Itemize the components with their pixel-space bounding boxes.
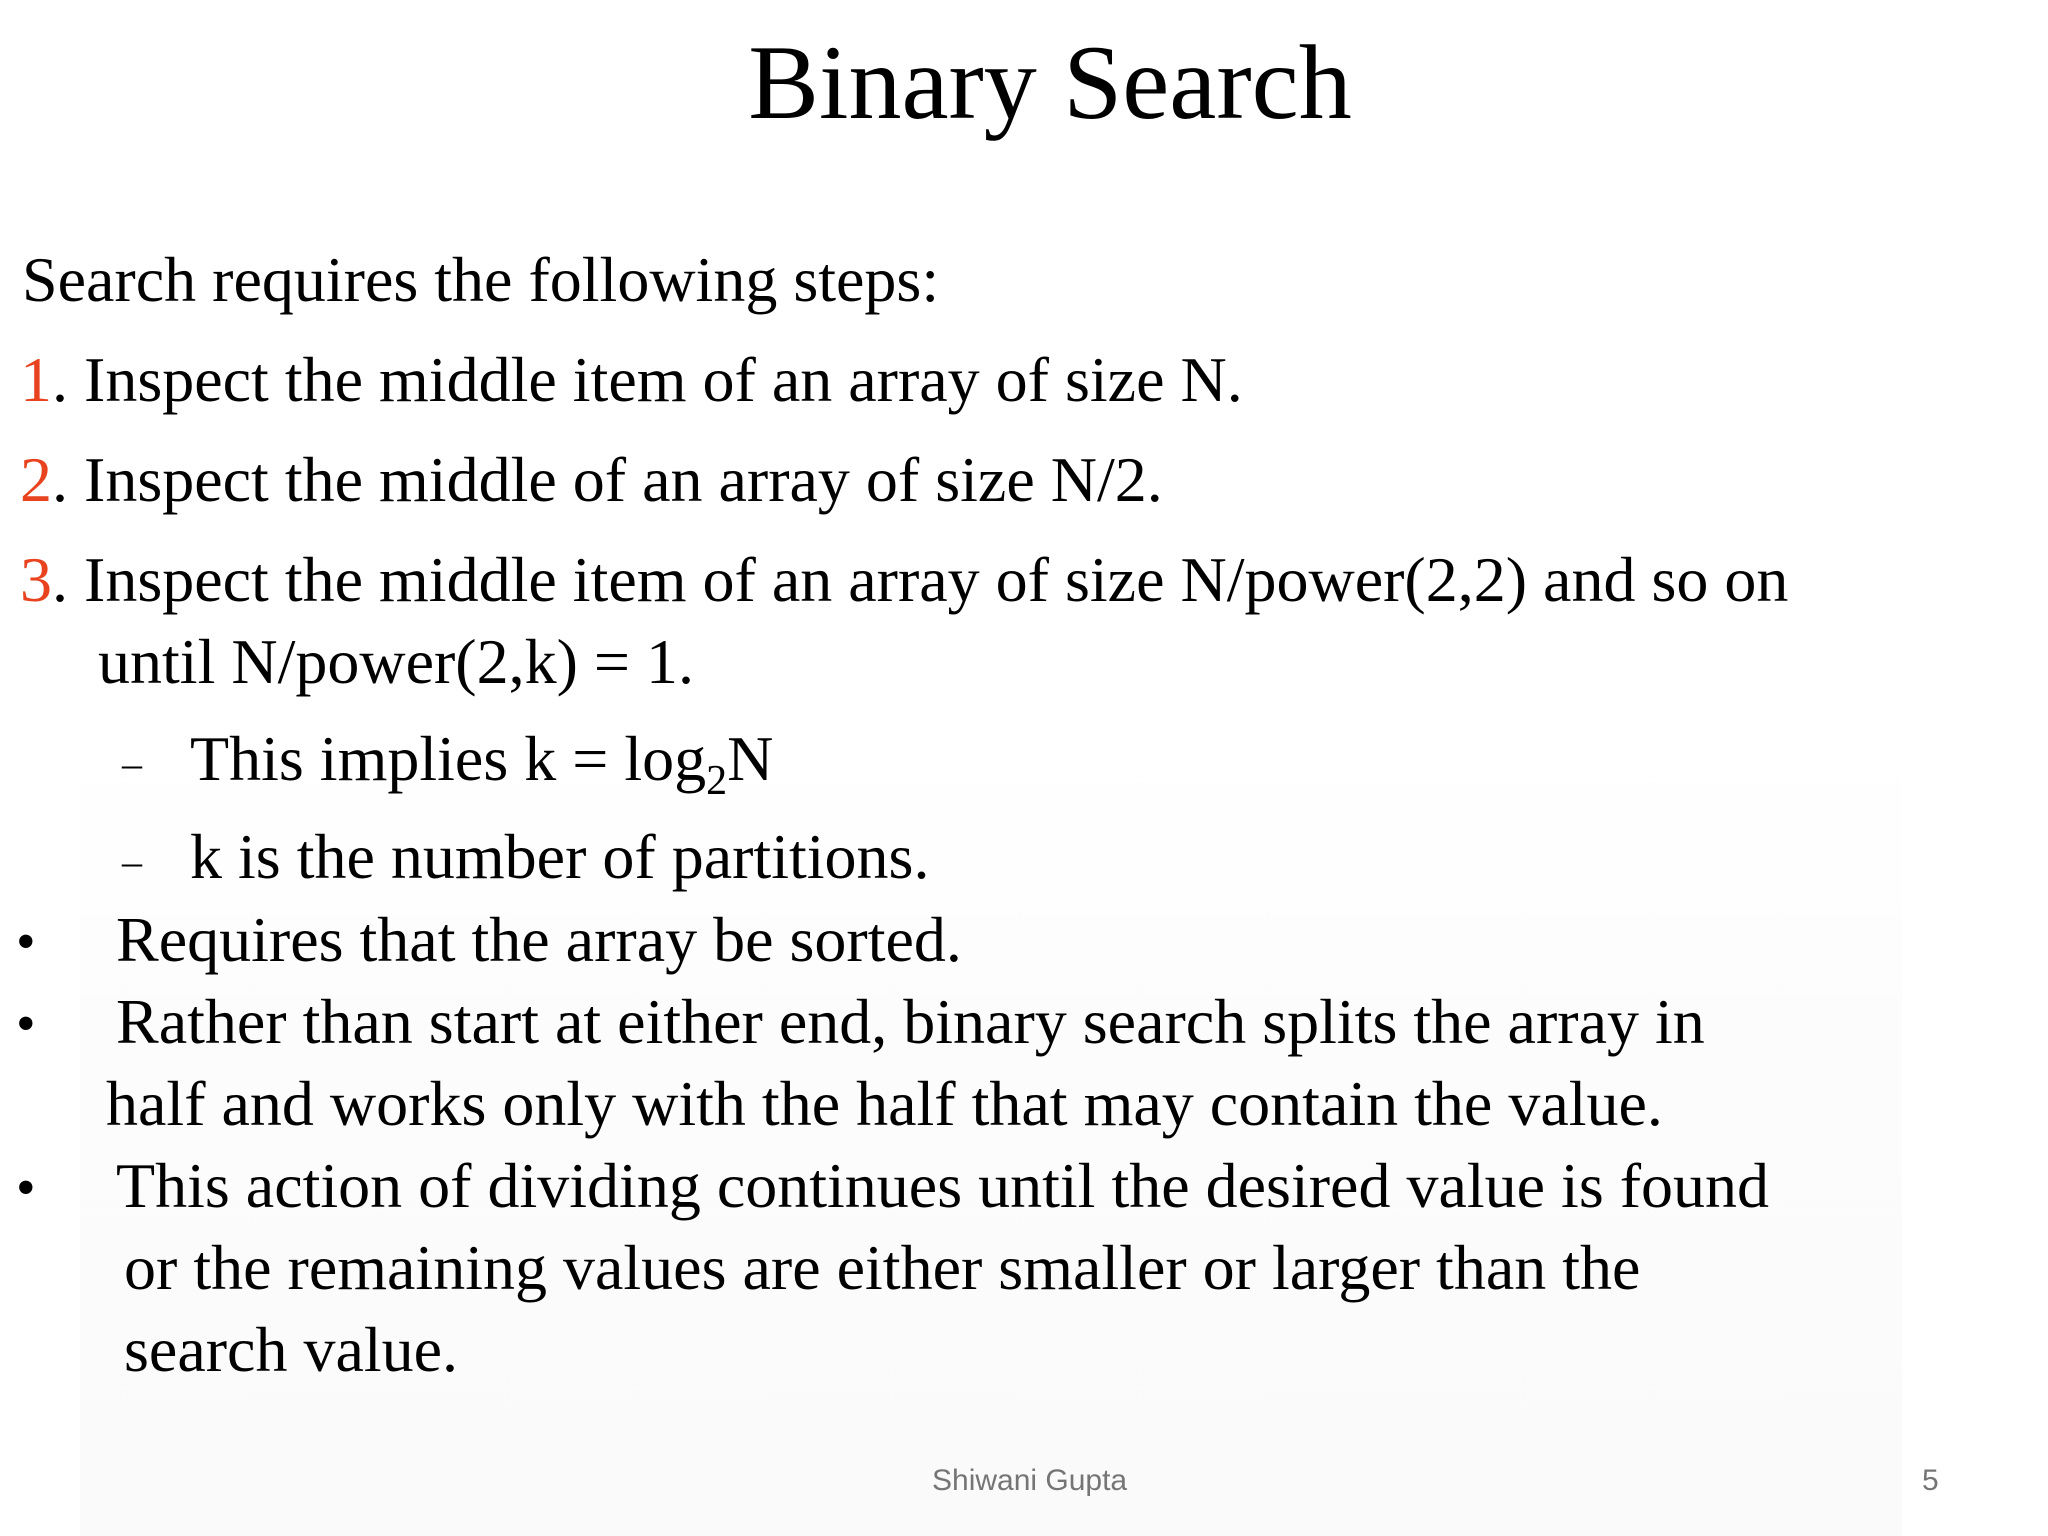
step-text: . Inspect the middle item of an array of size N/power(2,2) and so on (52, 544, 1789, 615)
step-text: . Inspect the middle item of an array of size N. (52, 344, 1243, 415)
intro-text: Search requires the following steps: (22, 244, 940, 315)
footer-author: Shiwani Gupta (932, 1464, 1128, 1497)
bullet-marker: • (16, 911, 36, 973)
bullet-1: Requires that the array be sorted. (116, 904, 962, 975)
step-number: 1 (20, 344, 52, 415)
bullet-3-line-2: or the remaining values are either smaller or larger than the (124, 1232, 1641, 1303)
step-1 (20, 344, 1243, 415)
dash-marker: – (122, 741, 142, 786)
bullet-marker: • (16, 1157, 36, 1219)
step-text: . Inspect the middle of an array of size N/2. (52, 444, 1163, 515)
step-2 (20, 444, 1163, 515)
bullet-2-line-1: Rather than start at either end, binary search splits the array in (116, 986, 1705, 1057)
bullet-2-line-2: half and works only with the half that may contain the value. (106, 1068, 1663, 1139)
sub-point-log: This implies $k = \log_2N$ (190, 723, 774, 804)
slide-title: Binary Search (748, 24, 1352, 141)
bullet-3-line-1: This action of dividing continues until the desired value is found (116, 1150, 1770, 1221)
bullet-marker: • (16, 993, 36, 1055)
sub-point-partitions: k is the number of partitions. (190, 821, 930, 892)
step-number: 3 (20, 544, 52, 615)
step-3 (20, 544, 1789, 615)
step-3-continuation: until N/power(2,k) = 1. (98, 626, 694, 697)
page-number: 5 (1922, 1464, 1939, 1497)
dash-marker: – (122, 839, 142, 884)
step-number: 2 (20, 444, 52, 515)
bullet-3-line-3: search value. (124, 1314, 459, 1385)
